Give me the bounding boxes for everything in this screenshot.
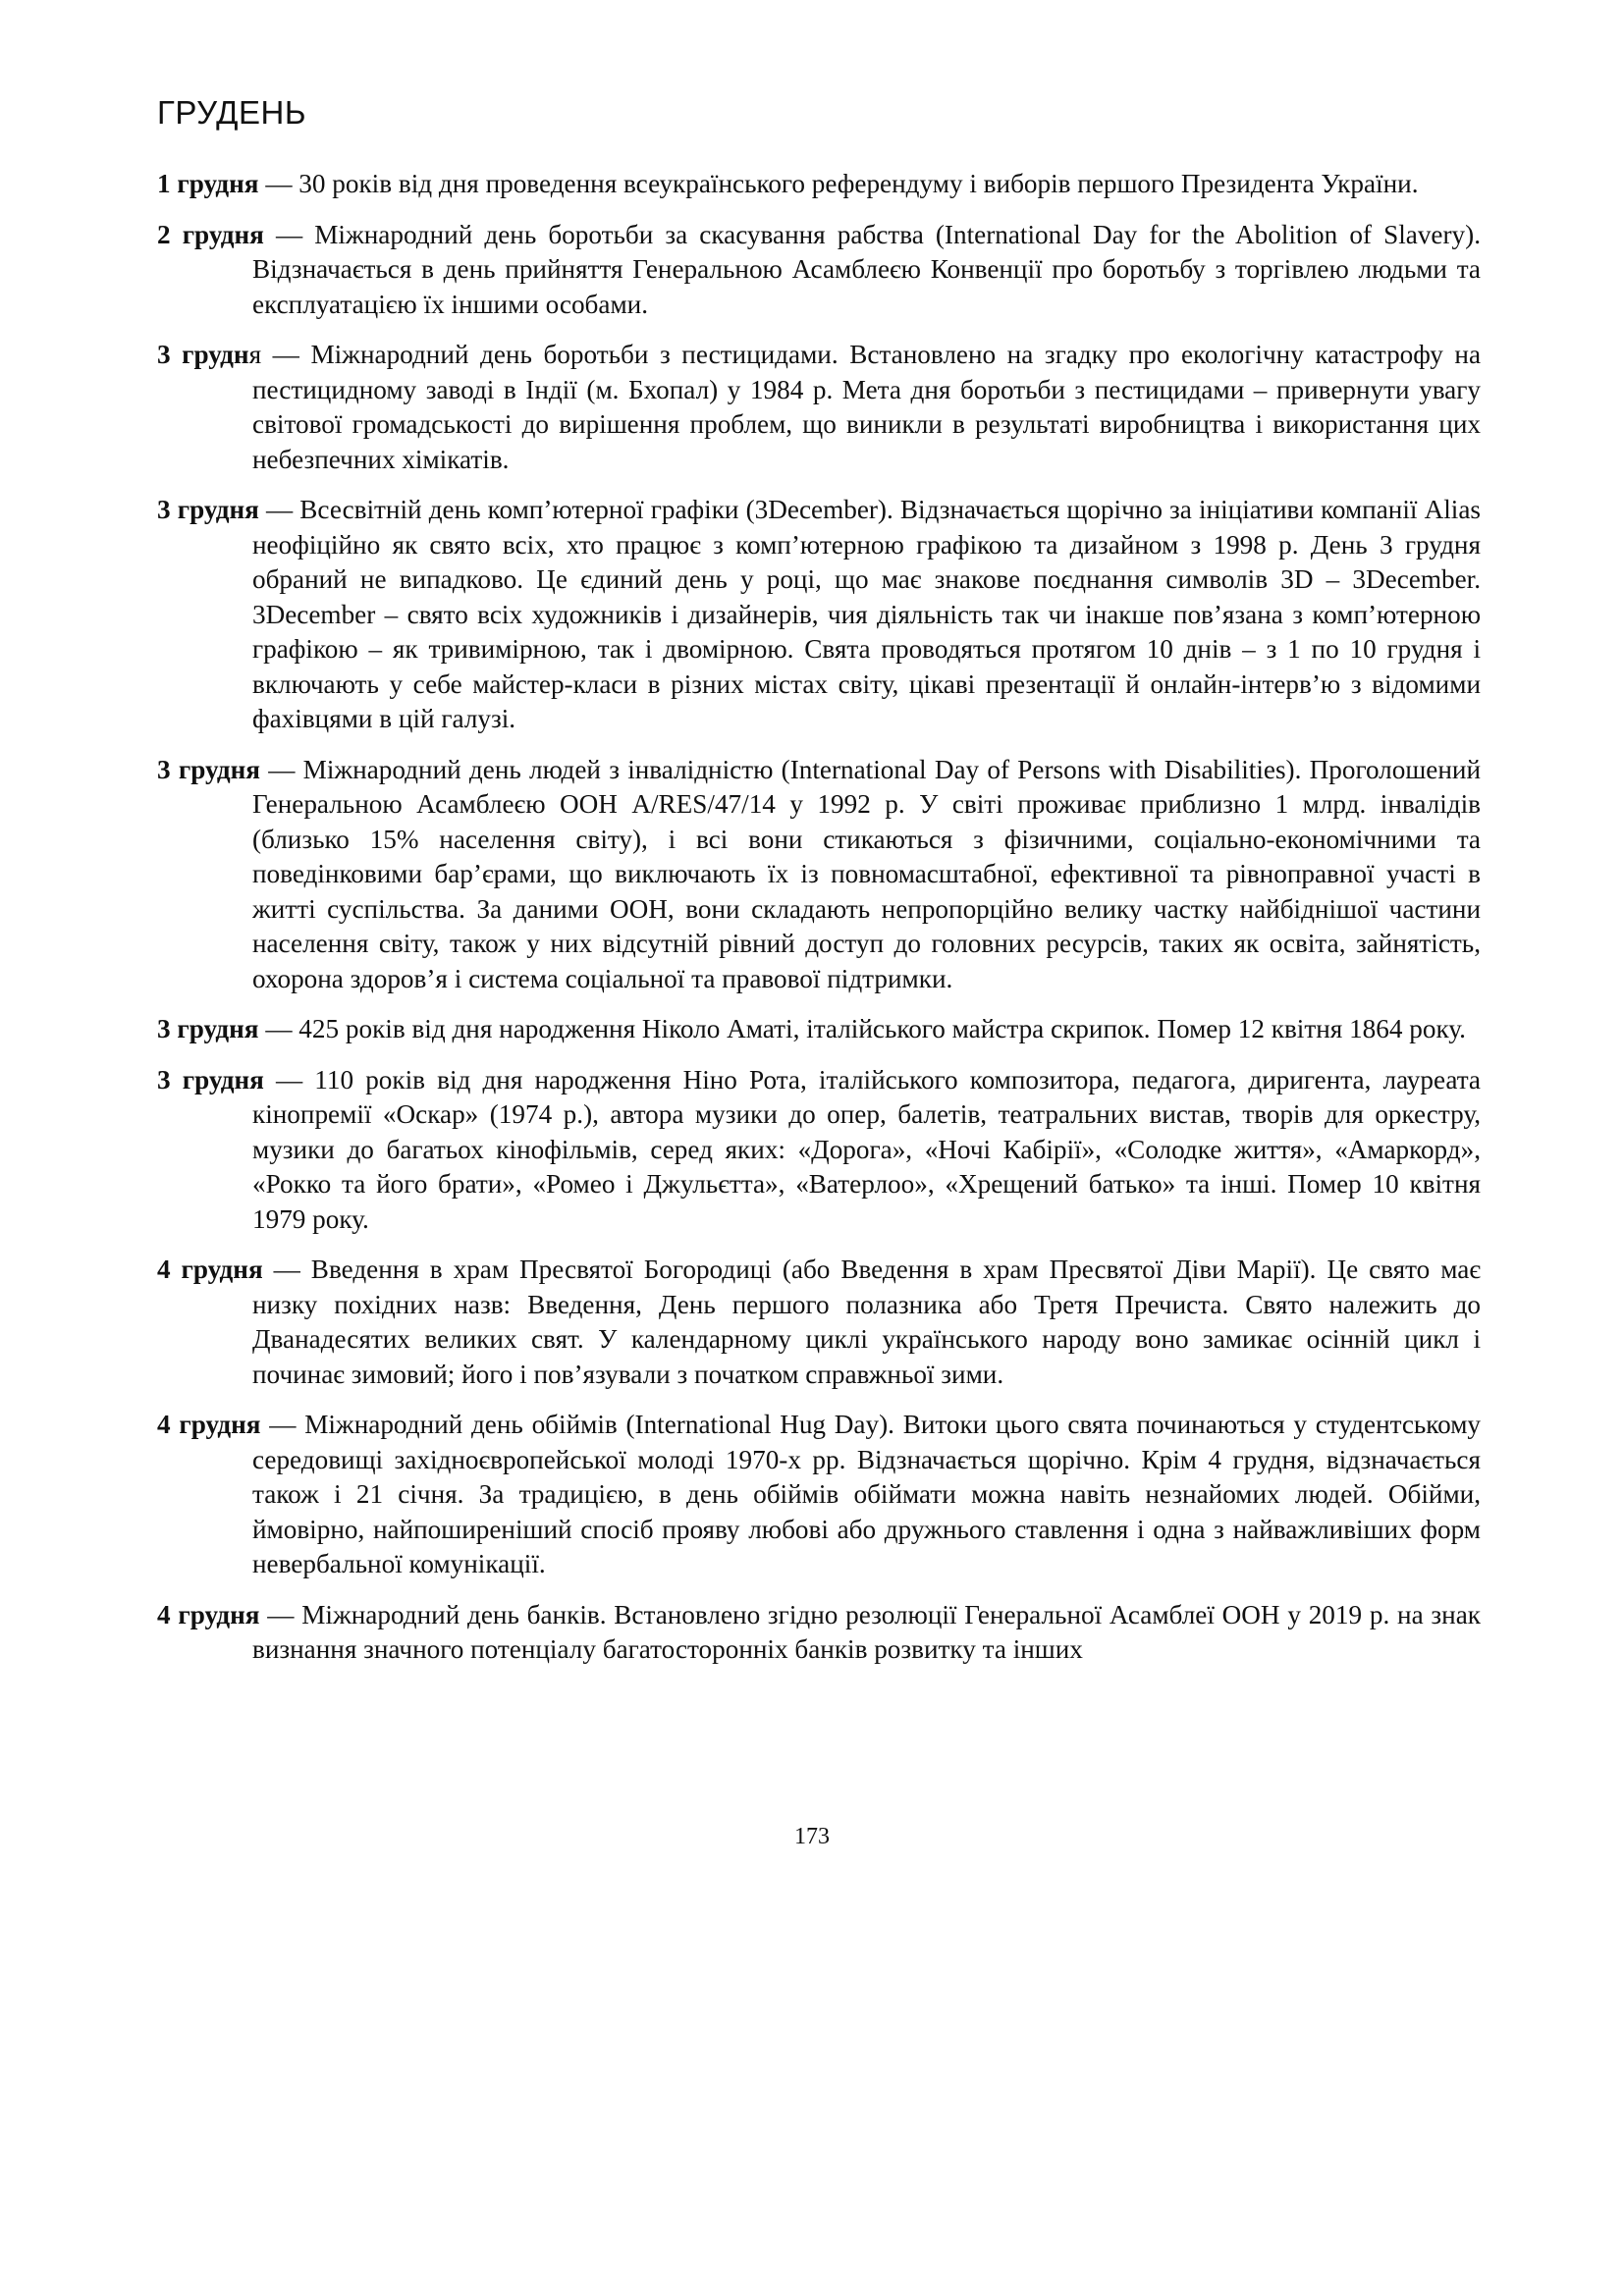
entry-text: — Міжнародний день обіймів (International Hug Day). Витоки цього свята починаються у студентському середовищі західноєвропейської молоді 1970-х рр. Відзначається щорічно. Крім 4 грудня, відзначається також і 21 січня. За традицією, в день обіймів обіймати можна навіть незнайомих людей. Обійми, ймовірно, найпоширеніший спосіб прояву любові або дружнього ставлення і одна з найважливіших форм невербальної комунікації. bbox=[252, 1410, 1481, 1578]
calendar-entry bbox=[157, 1012, 1481, 1047]
month-heading: ГРУДЕНЬ bbox=[157, 94, 306, 131]
calendar-entry bbox=[157, 338, 1481, 477]
entry-date: 3 грудня bbox=[157, 1064, 264, 1095]
entry-date: 3 грудня bbox=[157, 495, 259, 524]
entry-date: 4 грудня bbox=[157, 1410, 261, 1439]
entry-text: — 30 років від дня проведення всеукраїнського референдуму і виборів першого Президента України. bbox=[258, 169, 1419, 198]
entry-date: 3 грудн bbox=[157, 340, 249, 369]
entry-date: 1 грудня bbox=[157, 169, 259, 198]
entry-text: — Міжнародний день боротьби за скасування рабства (International Day for the Abolition of Slavery). Відзначається в день прийняття Генеральною Асамблеєю Конвенції про боротьбу з торгівлею людьми та експлуатацією їх іншими особами. bbox=[252, 219, 1481, 319]
calendar-entry bbox=[157, 218, 1481, 323]
entry-text: — 110 років від дня народження Ніно Рота, італійського композитора, педагога, диригента, лауреата кінопремії «Оскар» (1974 р.), автора музики до опер, балетів, театральних вистав, творів для оркестру, музики до багатьох кінофільмів, серед яких: «Дорога», «Ночі Кабірії», «Солодке життя», «Амаркорд», «Рокко та його брати», «Ромео і Джульєтта», «Ватерлоо», «Хрещений батько» та інші. Помер 10 квітня 1979 року. bbox=[252, 1064, 1481, 1234]
entry-date: 4 грудня bbox=[157, 1255, 263, 1284]
calendar-entry bbox=[157, 1253, 1481, 1392]
page-number: 173 bbox=[794, 1824, 830, 1849]
calendar-entry bbox=[157, 1063, 1481, 1238]
entry-date: 4 грудня bbox=[157, 1599, 260, 1629]
entry-text: — Міжнародний день людей з інвалідністю (International Day of Persons with Disabilities). Проголошений Генеральною Асамблеєю ООН A/RES/47/14 у 1992 р. У світі проживає приблизно 1 млрд. інвалідів (близько 15% населення світу), і всі вони стикаються з фізичними, соціально-економічними та поведінковими бар’єрами, що виключають їх із повномасштабної, ефективної та рівноправної участі в житті суспільства. За даними ООН, вони складають непропорційно велику частку найбіднішої частини населення світу, також у них відсутній рівний доступ до головних ресурсів, таких як освіта, зайнятість, охорона здоров’я і система соціальної та правової підтримки. bbox=[252, 754, 1481, 993]
calendar-entry bbox=[157, 753, 1481, 997]
calendar-entry bbox=[157, 167, 1481, 202]
entry-date: 3 грудня bbox=[157, 754, 260, 784]
calendar-entry bbox=[157, 1598, 1481, 1668]
entry-text: — Введення в храм Пресвятої Богородиці (або Введення в храм Пресвятої Діви Марії). Це свято має низку похідних назв: Введення, День першого полазника або Третя Пречиста. Свято належить до Дванадесятих великих свят. У календарному циклі українського народу воно замикає осінній цикл і починає зимовий; його і пов’язували з початком справжньої зими. bbox=[252, 1255, 1481, 1389]
calendar-entry bbox=[157, 493, 1481, 737]
entry-date: 3 грудня bbox=[157, 1014, 259, 1043]
calendar-entries bbox=[157, 167, 1481, 1683]
entry-text: я — Міжнародний день боротьби з пестицидами. Встановлено на згадку про екологічну катастрофу на пестицидному заводі в Індії (м. Бхопал) у 1984 р. Мета дня боротьби з пестицидами – привернути увагу світової громадськості до вирішення проблем, що виникли в результаті виробництва і використання цих небезпечних хімікатів. bbox=[248, 340, 1482, 474]
calendar-entry bbox=[157, 1408, 1481, 1582]
entry-text: — 425 років від дня народження Ніколо Аматі, італійського майстра скрипок. Помер 12 квітня 1864 року. bbox=[258, 1014, 1466, 1043]
entry-date: 2 грудня bbox=[157, 219, 264, 249]
entry-text: — Всесвітній день комп’ютерної графіки (3December). Відзначається щорічно за ініціативи компанії Alias неофіційно як свято всіх, хто працює з комп’ютерною графікою та дизайном з 1998 р. День 3 грудня обраний не випадково. Це єдиний день у році, що має знакове поєднання символів 3D – 3December. 3December – свято всіх художників і дизайнерів, чия діяльність так чи інакше пов’язана з комп’ютерною графікою – як тривимірною, так і двомірною. Свята проводяться протягом 10 днів – з 1 по 10 грудня і включають у себе майстер-класи в різних містах світу, цікаві презентації й онлайн-інтерв’ю з відомими фахівцями в цій галузі. bbox=[252, 495, 1481, 733]
entry-text: — Міжнародний день банків. Встановлено згідно резолюції Генеральної Асамблеї ООН у 2019 р. на знак визнання значного потенціалу багатосторонніх банків розвитку та інших bbox=[252, 1599, 1481, 1664]
